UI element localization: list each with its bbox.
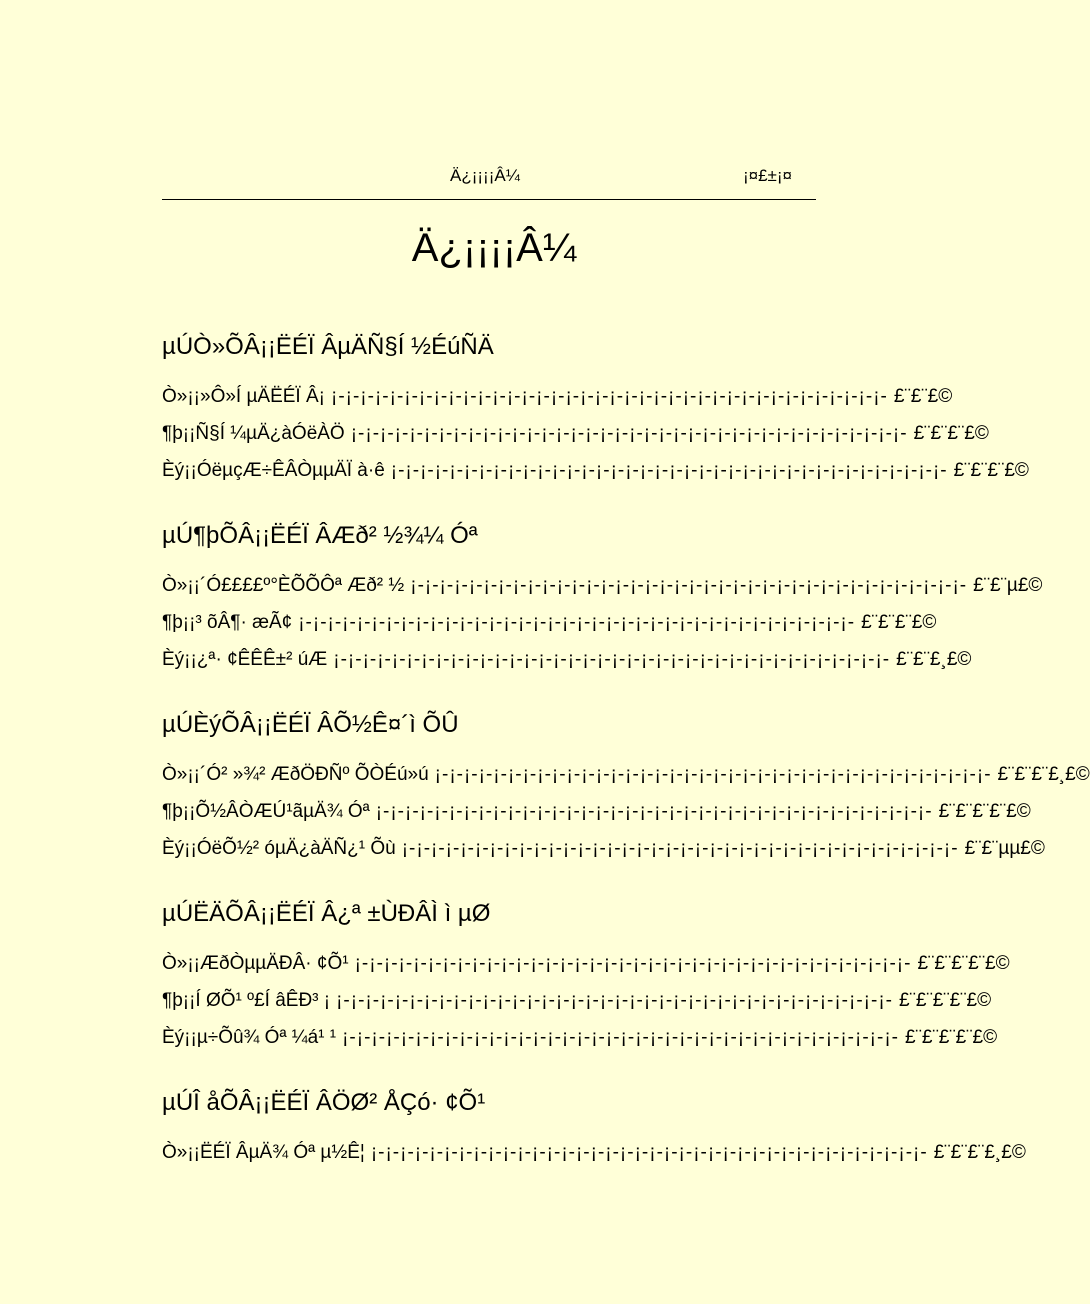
chapter-heading: µÚÒ»ÕÂ¡¡ËÉÏ ÂµÄÑ§Í ½ÉúÑÄ [162,333,494,360]
toc-entry-label: ¶þ¡¡Õ½ÂÒÆÚ¹ãµÄ¾ Óª [162,801,370,822]
toc-entry-page: £¨£¨£© [893,386,953,407]
page-title: Ä¿¡¡¡¡Â¼ [411,226,577,270]
toc-entry-page: £¨£¨£¨£¸£© [933,1142,1026,1163]
toc-leader: ¡-¡-¡-¡-¡-¡-¡-¡-¡-¡-¡-¡-¡-¡-¡-¡-¡-¡-¡-¡-¡-¡-¡-¡-¡-¡-¡-¡-¡-¡-¡-¡-¡-¡-¡-¡-¡-¡- [331,386,888,407]
toc-entry [162,830,1045,867]
toc-entry [162,604,937,641]
toc-entry-label: Èý¡¡ÓëÕ½² óµÄ¿àÄÑ¿¹ Õù [162,838,396,859]
chapter-heading: µÚÎ åÕÂ¡¡ËÉÏ ÂÖØ² ÅÇó· ¢Õ¹ [162,1089,486,1116]
chapter-group [162,889,1010,1056]
toc-entry-label: Ò»¡¡´Ó² »¾² ÆðÖÐÑº ÕÒÉú»ú [162,764,429,785]
toc-entry [162,1019,998,1056]
running-header-page-label: ¡¤£±¡¤ [742,166,792,185]
toc-leader: ¡-¡-¡-¡-¡-¡-¡-¡-¡-¡-¡-¡-¡-¡-¡-¡-¡-¡-¡-¡-¡-¡-¡-¡-¡-¡-¡-¡-¡-¡-¡-¡-¡-¡-¡-¡-¡-¡- [401,838,959,859]
toc-leader: ¡-¡-¡-¡-¡-¡-¡-¡-¡-¡-¡-¡-¡-¡-¡-¡-¡-¡-¡-¡-¡-¡-¡-¡-¡-¡-¡-¡-¡-¡-¡-¡-¡-¡-¡-¡-¡-¡- [375,801,933,822]
running-header [162,166,816,190]
toc-entry-label: Èý¡¡ÓëµçÆ÷ÊÂÒµµÄÏ à·ê [162,460,385,481]
toc-entry-page: £¨£¨£¨£© [861,612,937,633]
toc-entry [162,567,1043,604]
toc-entry-label: ¶þ¡¡Ñ§Í ¼µÄ¿àÓëÀÖ [162,423,345,444]
toc-entry-page: £¨£¨£¨£¨£© [938,801,1031,822]
toc-entry-label: ¶þ¡¡³ õÂ¶· æÃ¢ [162,612,293,633]
toc-entry [162,641,972,678]
toc-leader: ¡-¡-¡-¡-¡-¡-¡-¡-¡-¡-¡-¡-¡-¡-¡-¡-¡-¡-¡-¡-¡-¡-¡-¡-¡-¡-¡-¡-¡-¡-¡-¡-¡-¡-¡-¡-¡-¡- [350,423,908,444]
toc-entry [162,982,992,1019]
toc-entry-page: £¨£¨£¨£¨£© [898,990,992,1011]
chapter-heading: µÚËÄÕÂ¡¡ËÉÏ Â¿ª ±ÙÐÂÌ ì µØ [162,900,491,927]
toc-entry-label: ¶þ¡¡Í ØÕ¹ º£Í âÊÐ³ ¡ [162,990,331,1011]
table-of-contents [162,322,1090,1193]
toc-entry [162,1134,1026,1171]
toc-entry-page: £¨£¨£¨£¨£© [904,1027,998,1048]
chapter-group [162,700,1090,867]
toc-entry-page: £¨£¨£¨£¸£© [997,764,1090,785]
toc-entry-page: £¨£¨£¨£¨£© [917,953,1010,974]
toc-entry-label: Èý¡¡µ÷Õû¾ Óª ¼á¹ ¹ [162,1027,337,1048]
toc-leader: ¡-¡-¡-¡-¡-¡-¡-¡-¡-¡-¡-¡-¡-¡-¡-¡-¡-¡-¡-¡-¡-¡-¡-¡-¡-¡-¡-¡-¡-¡-¡-¡-¡-¡-¡-¡-¡-¡- [342,1027,899,1048]
chapter-heading: µÚ¶þÕÂ¡¡ËÉÏ ÂÆð² ½¾¼ Óª [162,522,478,549]
toc-leader: ¡-¡-¡-¡-¡-¡-¡-¡-¡-¡-¡-¡-¡-¡-¡-¡-¡-¡-¡-¡-¡-¡-¡-¡-¡-¡-¡-¡-¡-¡-¡-¡-¡-¡-¡-¡-¡-¡- [298,612,856,633]
chapter-heading: µÚÈýÕÂ¡¡ËÉÏ ÂÕ½Ê¤´ì ÕÛ [162,711,459,738]
chapter-group [162,322,1029,489]
toc-entry [162,793,1031,830]
toc-entry [162,945,1010,982]
toc-leader: ¡-¡-¡-¡-¡-¡-¡-¡-¡-¡-¡-¡-¡-¡-¡-¡-¡-¡-¡-¡-¡-¡-¡-¡-¡-¡-¡-¡-¡-¡-¡-¡-¡-¡-¡-¡-¡-¡- [370,1142,928,1163]
chapter-group [162,511,1043,678]
header-rule [162,199,816,200]
toc-entry [162,378,953,415]
toc-leader: ¡-¡-¡-¡-¡-¡-¡-¡-¡-¡-¡-¡-¡-¡-¡-¡-¡-¡-¡-¡-¡-¡-¡-¡-¡-¡-¡-¡-¡-¡-¡-¡-¡-¡-¡-¡-¡-¡- [390,460,948,481]
toc-entry-page: £¨£¨µ£© [973,575,1043,596]
toc-entry-page: £¨£¨£¨£© [953,460,1029,481]
running-header-title: Ä¿¡¡¡¡Â¼ [450,166,520,185]
toc-entry-label: Ò»¡¡ÆðÒµµÄÐÂ· ¢Õ¹ [162,953,349,974]
toc-entry-page: £¨£¨£¨£© [913,423,989,444]
toc-leader: ¡-¡-¡-¡-¡-¡-¡-¡-¡-¡-¡-¡-¡-¡-¡-¡-¡-¡-¡-¡-¡-¡-¡-¡-¡-¡-¡-¡-¡-¡-¡-¡-¡-¡-¡-¡-¡-¡- [336,990,893,1011]
toc-entry-label: Èý¡¡¿ª· ¢ÊÊÊ±² úÆ [162,649,328,670]
toc-entry [162,415,989,452]
toc-entry-label: Ò»¡¡ËÉÏ ÂµÄ¾ Óª µ½Ê¦ [162,1142,365,1163]
toc-entry [162,756,1090,793]
toc-leader: ¡-¡-¡-¡-¡-¡-¡-¡-¡-¡-¡-¡-¡-¡-¡-¡-¡-¡-¡-¡-¡-¡-¡-¡-¡-¡-¡-¡-¡-¡-¡-¡-¡-¡-¡-¡-¡-¡- [354,953,912,974]
toc-entry-label: Ò»¡¡»Ô»Í µÄËÉÏ Â¡ [162,386,325,407]
toc-leader: ¡-¡-¡-¡-¡-¡-¡-¡-¡-¡-¡-¡-¡-¡-¡-¡-¡-¡-¡-¡-¡-¡-¡-¡-¡-¡-¡-¡-¡-¡-¡-¡-¡-¡-¡-¡-¡-¡- [333,649,891,670]
toc-entry-page: £¨£¨µµ£© [964,838,1045,859]
toc-entry-label: Ò»¡¡´Ó££££º°ÈÕÕÔª Æð² ½ [162,575,405,596]
toc-entry-page: £¨£¨£¸£© [896,649,972,670]
toc-entry [162,452,1029,489]
toc-leader: ¡-¡-¡-¡-¡-¡-¡-¡-¡-¡-¡-¡-¡-¡-¡-¡-¡-¡-¡-¡-¡-¡-¡-¡-¡-¡-¡-¡-¡-¡-¡-¡-¡-¡-¡-¡-¡-¡- [410,575,968,596]
toc-leader: ¡-¡-¡-¡-¡-¡-¡-¡-¡-¡-¡-¡-¡-¡-¡-¡-¡-¡-¡-¡-¡-¡-¡-¡-¡-¡-¡-¡-¡-¡-¡-¡-¡-¡-¡-¡-¡-¡- [434,764,992,785]
chapter-group [162,1078,1026,1171]
